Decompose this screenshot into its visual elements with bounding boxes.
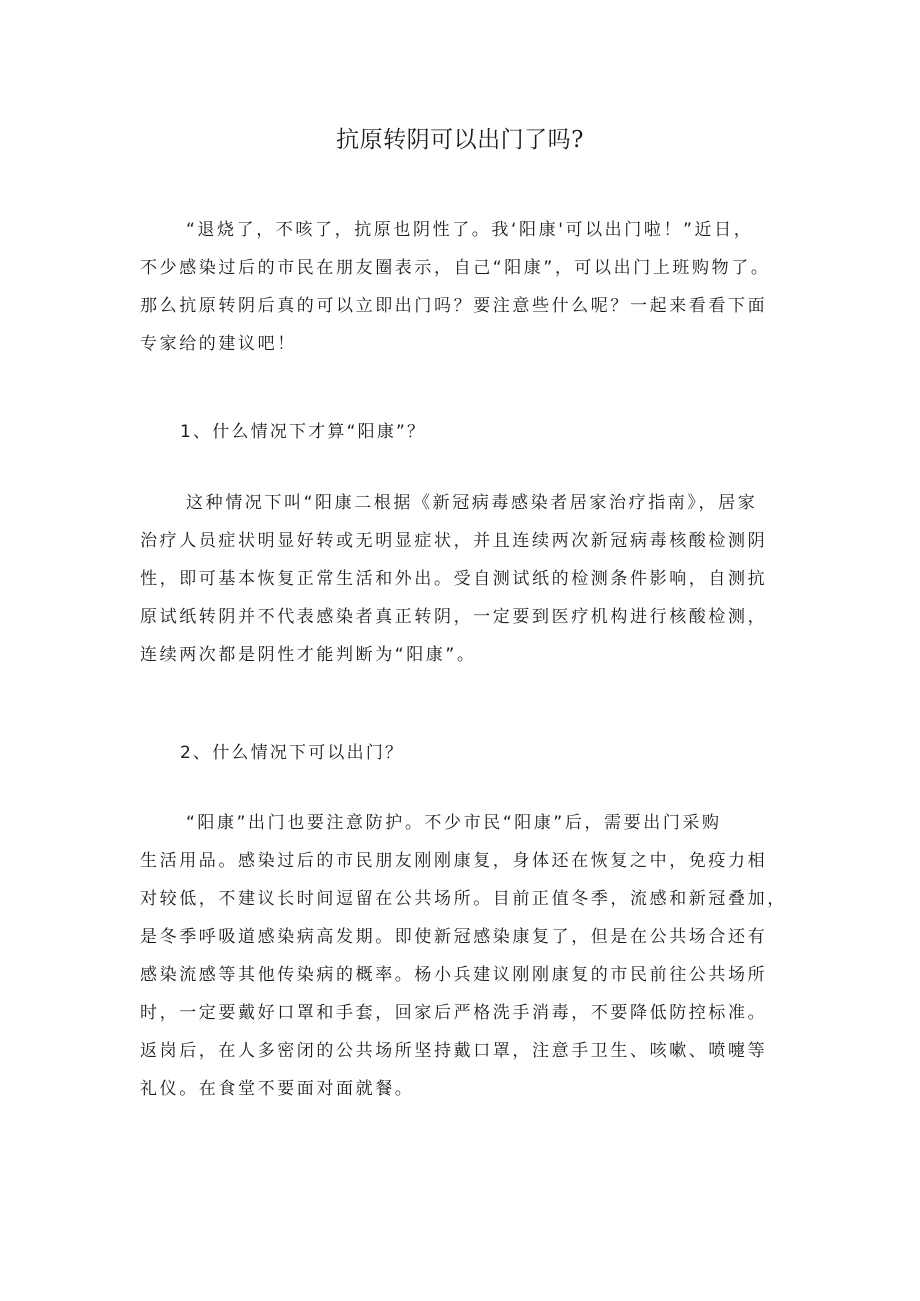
section2-paragraph (140, 804, 802, 1108)
document-title: 抗原转阴可以出门了吗? (336, 127, 584, 153)
section2-line: 生活用品。感染过后的市民朋友刚刚康复，身体还在恢复之中，免疫力相 (140, 851, 768, 871)
intro-line: “退烧了，不咳了，抗原也阴性了。我‘阳康'可以出门啦！”近日， (186, 220, 754, 240)
section2-line: 时，一定要戴好口罩和手套，回家后严格洗手消毒，不要降低防控标准。 (140, 1003, 768, 1023)
section2-line: 对较低，不建议长时间逗留在公共场所。目前正值冬季，流感和新冠叠加， (140, 889, 787, 909)
section1-heading: 1、什么情况下才算“阳康”？ (180, 422, 427, 442)
section2-line: 礼仪。在食堂不要面对面就餐。 (140, 1079, 415, 1099)
intro-line: 不少感染过后的市民在朋友圈表示，自己“阳康”，可以出门上班购物了。 (140, 258, 771, 278)
intro-line: 专家给的建议吧！ (140, 334, 297, 354)
section1-line: 这种情况下叫“阳康二根据《新冠病毒感染者居家治疗指南》，居家 (186, 493, 758, 513)
section2-line: 是冬季呼吸道感染病高发期。即使新冠感染康复了，但是在公共场合还有 (140, 927, 768, 947)
section1-line: 性，即可基本恢复正常生活和外出。受自测试纸的检测条件影响，自测抗 (140, 569, 768, 589)
intro-paragraph (140, 211, 802, 363)
section2-heading: 2、什么情况下可以出门？ (180, 743, 405, 763)
section2-line: 感染流感等其他传染病的概率。杨小兵建议刚刚康复的市民前往公共场所 (140, 965, 768, 985)
intro-line: 那么抗原转阴后真的可以立即出门吗？要注意些什么呢？一起来看看下面 (140, 296, 768, 316)
section1-line: 治疗人员症状明显好转或无明显症状，并且连续两次新冠病毒核酸检测阴 (140, 531, 768, 551)
section1-line: 原试纸转阴并不代表感染者真正转阴，一定要到医疗机构进行核酸检测， (140, 607, 768, 627)
section1-line: 连续两次都是阴性才能判断为“阳康”。 (140, 645, 477, 665)
section2-line: “阳康”出门也要注意防护。不少市民“阳康”后，需要出门采购 (186, 813, 722, 833)
section2-line: 返岗后，在人多密闭的公共场所坚持戴口罩，注意手卫生、咳嗽、喷嚏等 (140, 1041, 768, 1061)
section1-paragraph (140, 484, 802, 674)
